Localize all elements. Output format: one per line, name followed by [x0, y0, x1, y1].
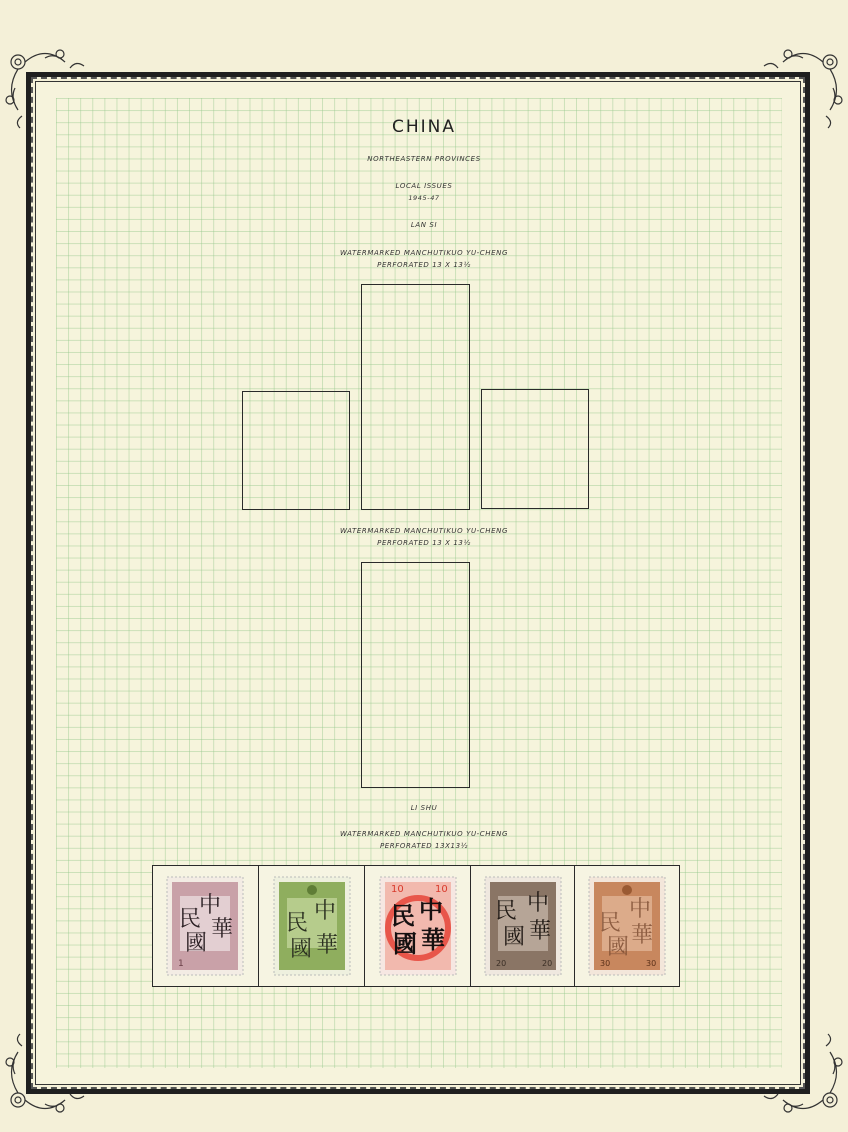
svg-text:國: 國: [502, 925, 526, 950]
stamp-cell: [259, 866, 365, 986]
stamp-space-left[interactable]: [242, 391, 350, 510]
svg-text:中: 中: [419, 896, 443, 924]
svg-text:國: 國: [606, 935, 630, 960]
stamp-5-overprinted[interactable]: [588, 876, 666, 976]
svg-text:華: 華: [210, 917, 234, 942]
svg-text:30: 30: [646, 959, 657, 968]
svg-text:國: 國: [393, 930, 417, 958]
perforation-note-2: PERFORATED 13 X 13½: [377, 539, 471, 547]
watermark-note-3: WATERMARKED MANCHUTIKUO YU-CHENG: [339, 830, 509, 838]
locality-heading-li-shu: LI SHU: [410, 804, 438, 812]
locality-heading-lan-si: LAN SI: [410, 221, 438, 229]
stamp-strip: [152, 865, 680, 987]
stamp-cell: [153, 866, 259, 986]
stamp-2-overprinted[interactable]: [273, 876, 351, 976]
svg-text:華: 華: [421, 926, 445, 954]
svg-text:中: 中: [628, 897, 652, 922]
svg-text:民: 民: [178, 907, 202, 932]
corner-ornament-bottom-left: [0, 1032, 90, 1122]
svg-text:10: 10: [391, 884, 404, 895]
stamp-4-overprinted[interactable]: [484, 876, 562, 976]
stamp-space-tall-section2[interactable]: [361, 562, 470, 788]
issue-years: 1945-47: [408, 194, 440, 202]
svg-text:國: 國: [184, 931, 208, 956]
stamp-3-overprinted[interactable]: [379, 876, 457, 976]
stamp-1-overprinted[interactable]: [166, 876, 244, 976]
svg-text:1: 1: [178, 959, 184, 969]
corner-ornament-bottom-right: [758, 1032, 848, 1122]
svg-text:國: 國: [289, 937, 313, 962]
svg-text:20: 20: [542, 959, 553, 968]
svg-text:10: 10: [435, 884, 448, 895]
svg-text:中: 中: [526, 891, 550, 916]
stamp-space-right[interactable]: [481, 389, 589, 509]
svg-text:中: 中: [198, 893, 222, 918]
watermark-note-2: WATERMARKED MANCHUTIKUO YU-CHENG: [339, 527, 509, 535]
svg-text:華: 華: [528, 919, 552, 944]
perforation-note-1: PERFORATED 13 X 13½: [377, 261, 471, 269]
svg-text:民: 民: [598, 911, 622, 936]
stamp-cell: [471, 866, 575, 986]
svg-text:20: 20: [496, 959, 507, 968]
stamp-cell: [575, 866, 679, 986]
svg-text:華: 華: [630, 923, 654, 948]
region-heading: NORTHEASTERN PROVINCES: [367, 155, 481, 163]
stamp-cell: [365, 866, 471, 986]
page-title: CHINA: [391, 117, 456, 137]
perforation-note-3: PERFORATED 13X13½: [379, 842, 469, 850]
stamp-space-tall-center[interactable]: [361, 284, 470, 510]
svg-text:30: 30: [600, 959, 611, 968]
svg-text:民: 民: [494, 899, 518, 924]
svg-text:民: 民: [391, 902, 415, 930]
svg-text:中: 中: [313, 899, 337, 924]
issue-type-heading: LOCAL ISSUES: [395, 182, 453, 190]
watermark-note-1: WATERMARKED MANCHUTIKUO YU-CHENG: [339, 249, 509, 257]
svg-text:華: 華: [315, 933, 339, 958]
svg-text:民: 民: [285, 911, 309, 936]
